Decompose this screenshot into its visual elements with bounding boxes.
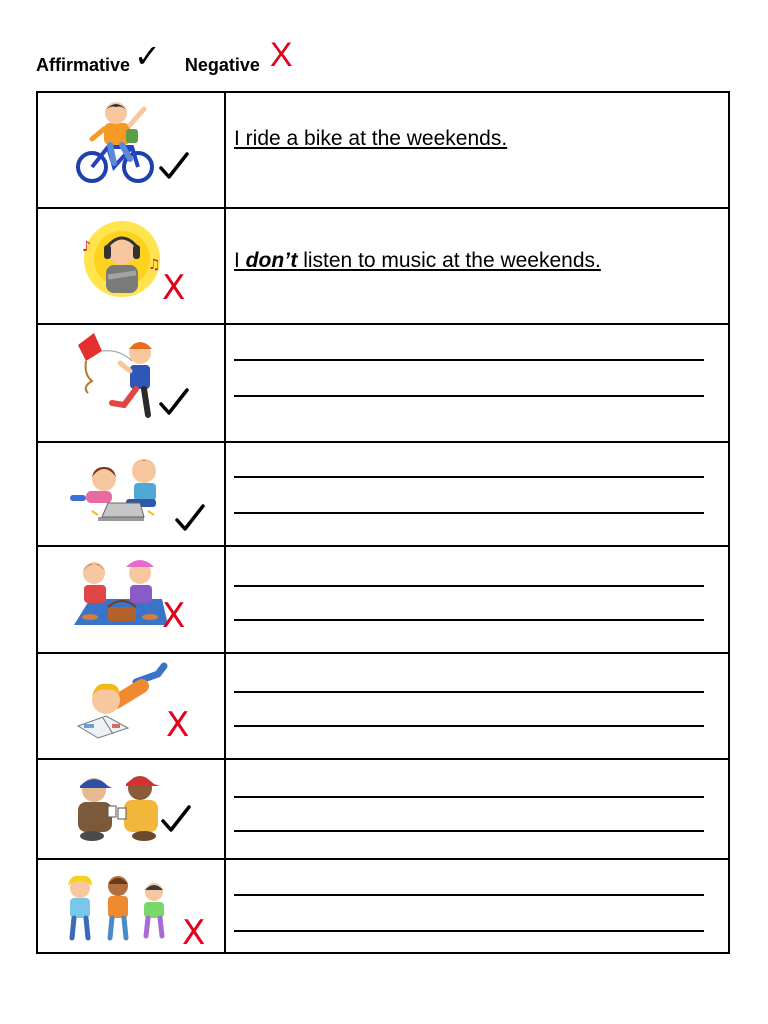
cross-mark-icon: X xyxy=(162,268,186,308)
worksheet-row xyxy=(37,442,729,546)
kids-having-picnic-icon xyxy=(70,555,170,631)
svg-text:♪: ♪ xyxy=(82,239,91,255)
answer-line[interactable] xyxy=(234,512,704,514)
sentence-text-emphasis: don’t xyxy=(245,249,298,272)
boy-listening-to-music-icon xyxy=(78,217,168,301)
answer-line[interactable] xyxy=(234,585,704,587)
answer-line[interactable] xyxy=(234,796,704,798)
answer-line[interactable] xyxy=(234,930,704,932)
answer-cell xyxy=(225,442,729,546)
sentence-cell xyxy=(225,208,729,324)
picture-cell xyxy=(37,653,225,759)
check-mark-icon xyxy=(160,804,192,834)
check-mark-icon xyxy=(174,503,206,533)
worksheet-row xyxy=(37,208,729,324)
check-mark-icon xyxy=(158,151,190,181)
answer-cell xyxy=(225,546,729,653)
answer-line[interactable] xyxy=(234,619,704,621)
picture-cell xyxy=(37,759,225,859)
legend xyxy=(36,36,293,76)
negative-cross-icon: X xyxy=(269,36,293,74)
boy-flying-kite-icon xyxy=(74,331,160,421)
example-sentence xyxy=(234,249,601,273)
worksheet-row xyxy=(37,653,729,759)
cross-mark-icon: X xyxy=(166,705,190,745)
answer-cell xyxy=(225,859,729,953)
answer-line[interactable] xyxy=(234,395,704,397)
answer-line[interactable] xyxy=(234,359,704,361)
picture-cell xyxy=(37,546,225,653)
worksheet-row xyxy=(37,546,729,653)
answer-cell xyxy=(225,759,729,859)
answer-line[interactable] xyxy=(234,476,704,478)
answer-line[interactable] xyxy=(234,725,704,727)
example-sentence xyxy=(234,127,507,151)
sentence-text: I ride a bike at the weekends. xyxy=(234,127,508,150)
answer-line[interactable] xyxy=(234,894,704,896)
answer-line[interactable] xyxy=(234,830,704,832)
answer-cell xyxy=(225,324,729,442)
picture-cell xyxy=(37,442,225,546)
sentence-cell xyxy=(225,92,729,208)
kids-trading-cards-icon xyxy=(68,766,168,844)
worksheet-row xyxy=(37,324,729,442)
affirmative-label: Affirmative xyxy=(36,55,131,75)
answer-line[interactable] xyxy=(234,691,704,693)
picture-cell xyxy=(37,324,225,442)
picture-cell xyxy=(37,92,225,208)
cross-mark-icon: X xyxy=(182,913,206,953)
sentence-text-start: I xyxy=(234,249,246,272)
cross-mark-icon: X xyxy=(162,596,186,636)
three-friends-icon xyxy=(58,874,178,944)
boy-riding-bike-icon xyxy=(74,99,164,185)
picture-cell xyxy=(37,859,225,953)
worksheet-table xyxy=(36,91,730,954)
worksheet-row xyxy=(37,859,729,953)
picture-cell xyxy=(37,208,225,324)
check-mark-icon xyxy=(158,387,190,417)
worksheet-row xyxy=(37,92,729,208)
kids-using-laptop-icon xyxy=(64,451,174,535)
affirmative-check-icon: ✓ xyxy=(134,38,161,74)
worksheet-row xyxy=(37,759,729,859)
boy-reading-comic-icon xyxy=(72,662,170,742)
answer-cell xyxy=(225,653,729,759)
svg-text:♫: ♫ xyxy=(148,257,161,273)
sentence-text-end: listen to music at the weekends. xyxy=(297,249,601,272)
negative-label: Negative xyxy=(184,55,260,75)
